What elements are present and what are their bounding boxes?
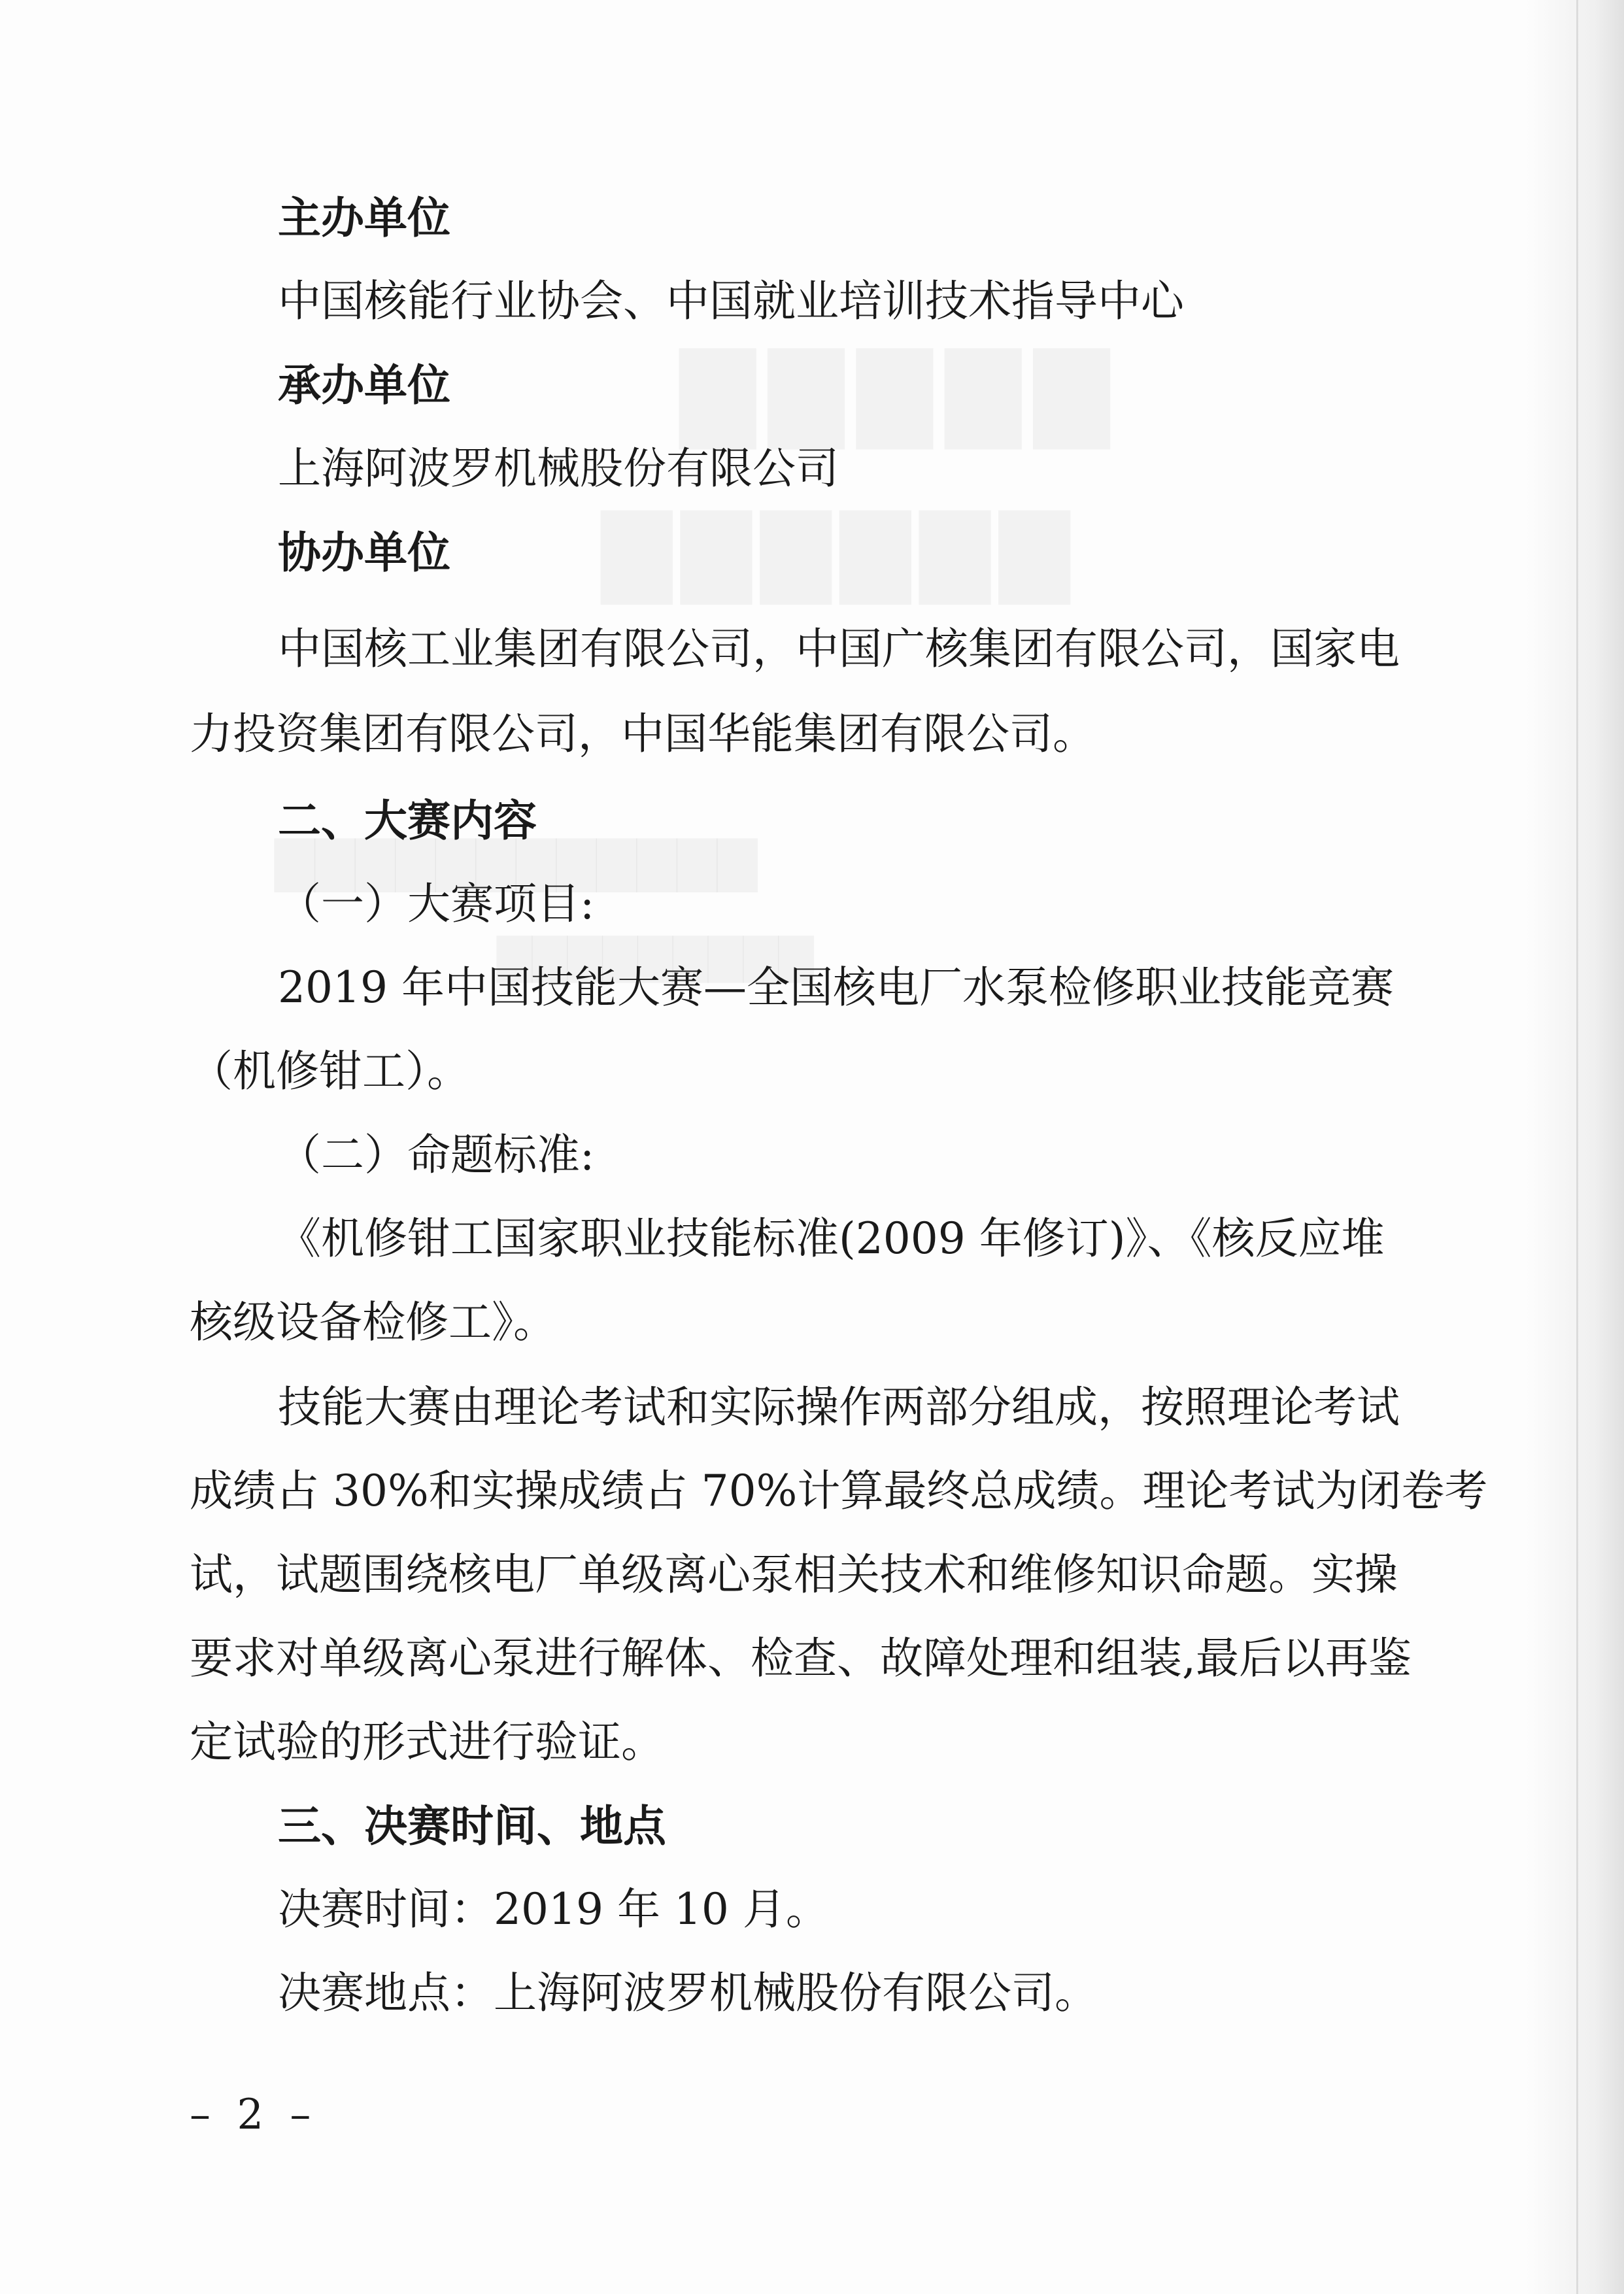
subsection-standard: （二）命题标准: bbox=[278, 1130, 595, 1180]
organizer-text: 中国核能行业协会、中国就业培训技术指导中心 bbox=[278, 276, 1184, 326]
heading-organizer: 主办单位 bbox=[278, 192, 450, 243]
standard-text-line-2: 核级设备检修工》。 bbox=[190, 1297, 556, 1347]
rules-text-line-3: 试，试题围绕核电厂单级离心泵相关技术和维修知识命题。实操 bbox=[190, 1549, 1398, 1600]
final-time: 决赛时间：2019 年 10 月。 bbox=[278, 1884, 829, 1934]
rules-text-line-2: 成绩占 30%和实操成绩占 70%计算最终总成绩。理论考试为闭卷考 bbox=[190, 1466, 1488, 1516]
rules-text-line-4: 要求对单级离心泵进行解体、检查、故障处理和组装,最后以再鉴 bbox=[190, 1633, 1412, 1683]
heading-host: 承办单位 bbox=[278, 360, 450, 411]
co-organizer-text-line-1: 中国核工业集团有限公司，中国广核集团有限公司，国家电 bbox=[278, 624, 1400, 674]
heading-co-organizer: 协办单位 bbox=[278, 527, 450, 578]
bleed-through-mark bbox=[601, 497, 1079, 604]
host-text: 上海阿波罗机械股份有限公司 bbox=[278, 443, 839, 494]
page-number: – 2 – bbox=[190, 2091, 318, 2139]
subsection-project: （一）大赛项目: bbox=[278, 879, 595, 929]
bleed-through-mark bbox=[680, 333, 1123, 448]
scan-edge-shading bbox=[1526, 0, 1624, 2294]
standard-text-line-1: 《机修钳工国家职业技能标准(2009 年修订)》、《核反应堆 bbox=[278, 1213, 1385, 1264]
section-heading-content: 二、大赛内容 bbox=[278, 795, 537, 846]
project-text-line-1: 2019 年中国技能大赛—全国核电厂水泵检修职业技能竞赛 bbox=[278, 962, 1394, 1013]
project-text-line-2: （机修钳工）。 bbox=[190, 1046, 470, 1096]
rules-text-line-5: 定试验的形式进行验证。 bbox=[190, 1717, 664, 1767]
scan-edge-line bbox=[1576, 0, 1578, 2294]
final-location: 决赛地点：上海阿波罗机械股份有限公司。 bbox=[278, 1968, 1098, 2018]
co-organizer-text-line-2: 力投资集团有限公司，中国华能集团有限公司。 bbox=[190, 709, 1096, 759]
rules-text-line-1: 技能大赛由理论考试和实际操作两部分组成，按照理论考试 bbox=[278, 1382, 1400, 1432]
section-heading-final: 三、决赛时间、地点 bbox=[278, 1800, 666, 1851]
